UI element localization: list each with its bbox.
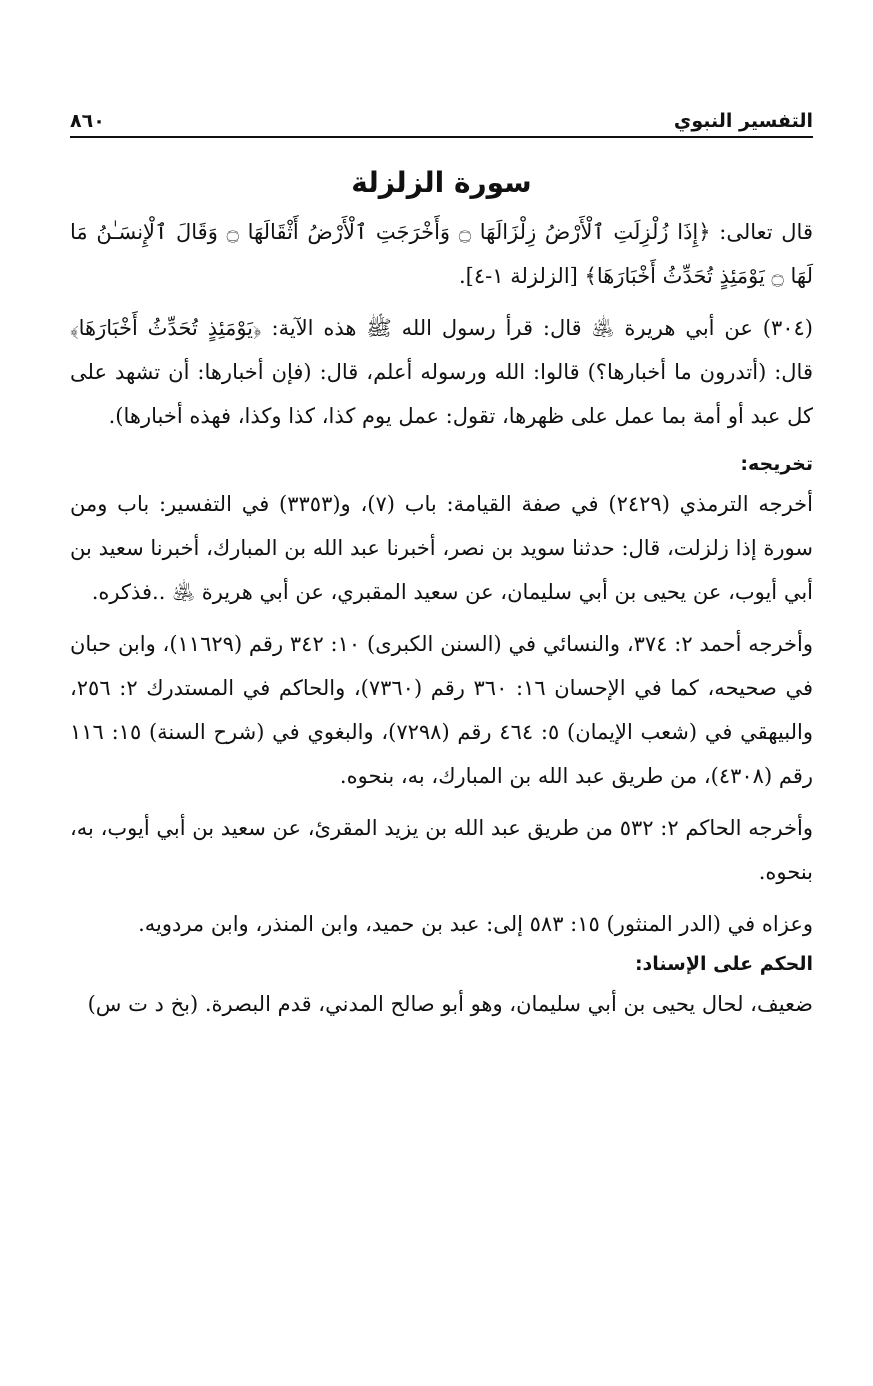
takhrij-paragraph-1: أخرجه الترمذي (٢٤٢٩) في صفة القيامة: باب (٧)، و(٣٣٥٣) في التفسير: باب ومن سورة إذا زلزلت، قال: حدثنا سويد بن نصر، أخبرنا عبد الله بن المبارك، أخبرنا سعيد بن أبي أيوب، عن يحيى بن أبي سليمان، عن سعيد المقبري، عن أبي هريرة ﵁ ..فذكره. [70, 492, 813, 604]
book-title: التفسير النبوي [673, 110, 813, 132]
hadith-paragraph: (٣٠٤) عن أبي هريرة ﵁ قال: قرأ رسول الله ﷺ هذه الآية: ﴿يَوْمَئِذٍ تُحَدِّثُ أَخْبَارَهَا﴾ قال: (أتدرون ما أخبارها؟) قالوا: الله ورسوله أعلم، قال: (فإن أخبارها: أن تشهد على كل عبد أو أمة بما عمل على ظهرها، تقول: عمل يوم كذا، كذا وكذا، فهذه أخبارها). [70, 316, 813, 428]
verse-paragraph: قال تعالى: ﴿إِذَا زُلْزِلَتِ ٱلْأَرْضُ زِلْزَالَهَا ۝ وَأَخْرَجَتِ ٱلْأَرْضُ أَثْقَالَهَا ۝ وَقَالَ ٱلْإِنسَـٰنُ مَا لَهَا ۝ يَوْمَئِذٍ تُحَدِّثُ أَخْبَارَهَا﴾ [الزلزلة ١-٤]. [70, 220, 813, 288]
running-header [70, 104, 813, 138]
book-page [70, 0, 813, 1386]
takhrij-heading: تخريجه: [740, 453, 813, 475]
takhrij-paragraph-4: وعزاه في (الدر المنثور) ١٥: ٥٨٣ إلى: عبد بن حميد، وابن المنذر، وابن مردويه. [138, 912, 813, 936]
page-number: ٨٦٠ [70, 110, 105, 132]
page-body [70, 158, 813, 1034]
takhrij-paragraph-3: وأخرجه الحاكم ٢: ٥٣٢ من طريق عبد الله بن يزيد المقرئ، عن سعيد بن أبي أيوب، به، بنحوه. [70, 816, 813, 884]
takhrij-paragraph-2: وأخرجه أحمد ٢: ٣٧٤، والنسائي في (السنن الكبرى) ١٠: ٣٤٢ رقم (١١٦٢٩)، وابن حبان في صحيحه، كما في الإحسان ١٦: ٣٦٠ رقم (٧٣٦٠)، والحاكم في المستدرك ٢: ٢٥٦، والبيهقي في (شعب الإيمان) ٥: ٤٦٤ رقم (٧٢٩٨)، والبغوي في (شرح السنة) ١٥: ١١٦ رقم (٤٣٠٨)، من طريق عبد الله بن المبارك، به، بنحوه. [70, 632, 814, 788]
hukm-heading: الحكم على الإسناد: [634, 953, 813, 975]
surah-title: سورة الزلزلة [351, 166, 532, 199]
hukm-paragraph: ضعيف، لحال يحيى بن أبي سليمان، وهو أبو صالح المدني، قدم البصرة. (بخ د ت س) [87, 992, 813, 1016]
